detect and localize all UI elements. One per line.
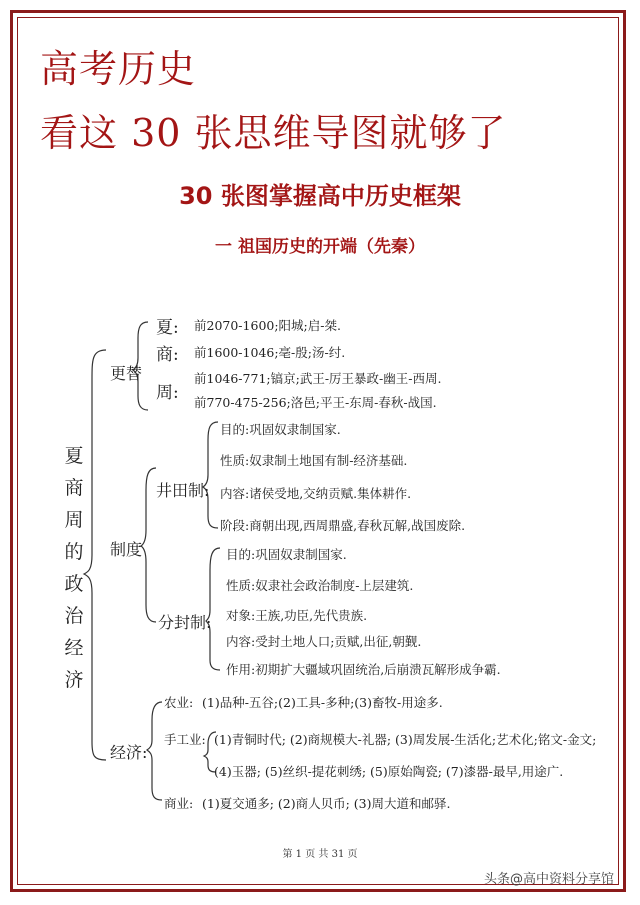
page-number: 第 1 页 共 31 页	[282, 849, 358, 860]
section-subtitle: 一 祖国历史的开端（先秦）	[215, 237, 425, 257]
fenfeng-item: 内容:受封土地人口;贡赋,出征,朝觐.	[226, 634, 422, 649]
shougongye-line-2: (4)玉器; (5)丝织-提花刺绣; (5)原始陶瓷; (7)漆器-最早,用途广.	[214, 764, 564, 779]
dynasty-shang-text: 前1600-1046;亳-殷;汤-纣.	[194, 345, 346, 360]
dynasty-zhou-label: 周:	[156, 383, 179, 403]
jingtian-item: 内容:诸侯受地,交纳贡赋.集体耕作.	[220, 486, 412, 501]
jingtian-item: 目的:巩固奴隶制国家.	[220, 422, 341, 437]
shangye-text: (1)夏交通多; (2)商人贝币; (3)周大道和邮驿.	[202, 796, 451, 811]
watermark: 头条@高中资料分享馆	[483, 872, 614, 887]
fenfeng-item: 对象:王族,功臣,先代贵族.	[226, 608, 368, 623]
dynasty-zhou-west-text: 前1046-771;镐京;武王-厉王暴政-幽王-西周.	[194, 371, 442, 386]
dynasty-shang-label: 商:	[156, 345, 179, 365]
jingtian-item: 阶段:商朝出现,西周鼎盛,春秋瓦解,战国废除.	[220, 518, 466, 533]
shangye-label: 商业:	[164, 796, 194, 811]
branch-jingji-label: 经济:	[110, 743, 148, 762]
nongye-label: 农业:	[164, 695, 194, 710]
dynasty-xia-label: 夏:	[156, 318, 179, 338]
fenfeng-item: 作用:初期扩大疆域巩固统治,后崩溃瓦解形成争霸.	[226, 662, 501, 677]
page-title: 30 张图掌握高中历史框架	[179, 182, 461, 210]
shougongye-line-1: (1)青铜时代; (2)商规模大-礼器; (3)周发展-生活化;艺术化;铭文-金文;	[214, 732, 597, 747]
fenfeng-item: 目的:巩固奴隶制国家.	[226, 547, 347, 562]
fenfeng-label: 分封制:	[158, 613, 212, 632]
dynasty-xia-text: 前2070-1600;阳城;启-桀.	[194, 318, 341, 333]
jingtian-item: 性质:奴隶制土地国有制-经济基础.	[220, 453, 408, 468]
jingtian-label: 井田制:	[156, 481, 210, 500]
header-line-2: 看这 30 张思维导图就够了	[40, 111, 507, 155]
dynasty-zhou-east-text: 前770-475-256;洛邑;平王-东周-春秋-战国.	[194, 395, 437, 410]
header-line-1: 高考历史	[40, 47, 197, 91]
root-node: 夏商周的政治经济	[64, 445, 84, 691]
fenfeng-item: 性质:奴隶社会政治制度-上层建筑.	[226, 578, 414, 593]
branch-gengti-label: 更替	[110, 364, 143, 383]
shougongye-label: 手工业:	[164, 732, 206, 747]
branch-zhidu-label: 制度	[110, 540, 143, 559]
nongye-text: (1)品种-五谷;(2)工具-多种;(3)畜牧-用途多.	[202, 695, 443, 710]
